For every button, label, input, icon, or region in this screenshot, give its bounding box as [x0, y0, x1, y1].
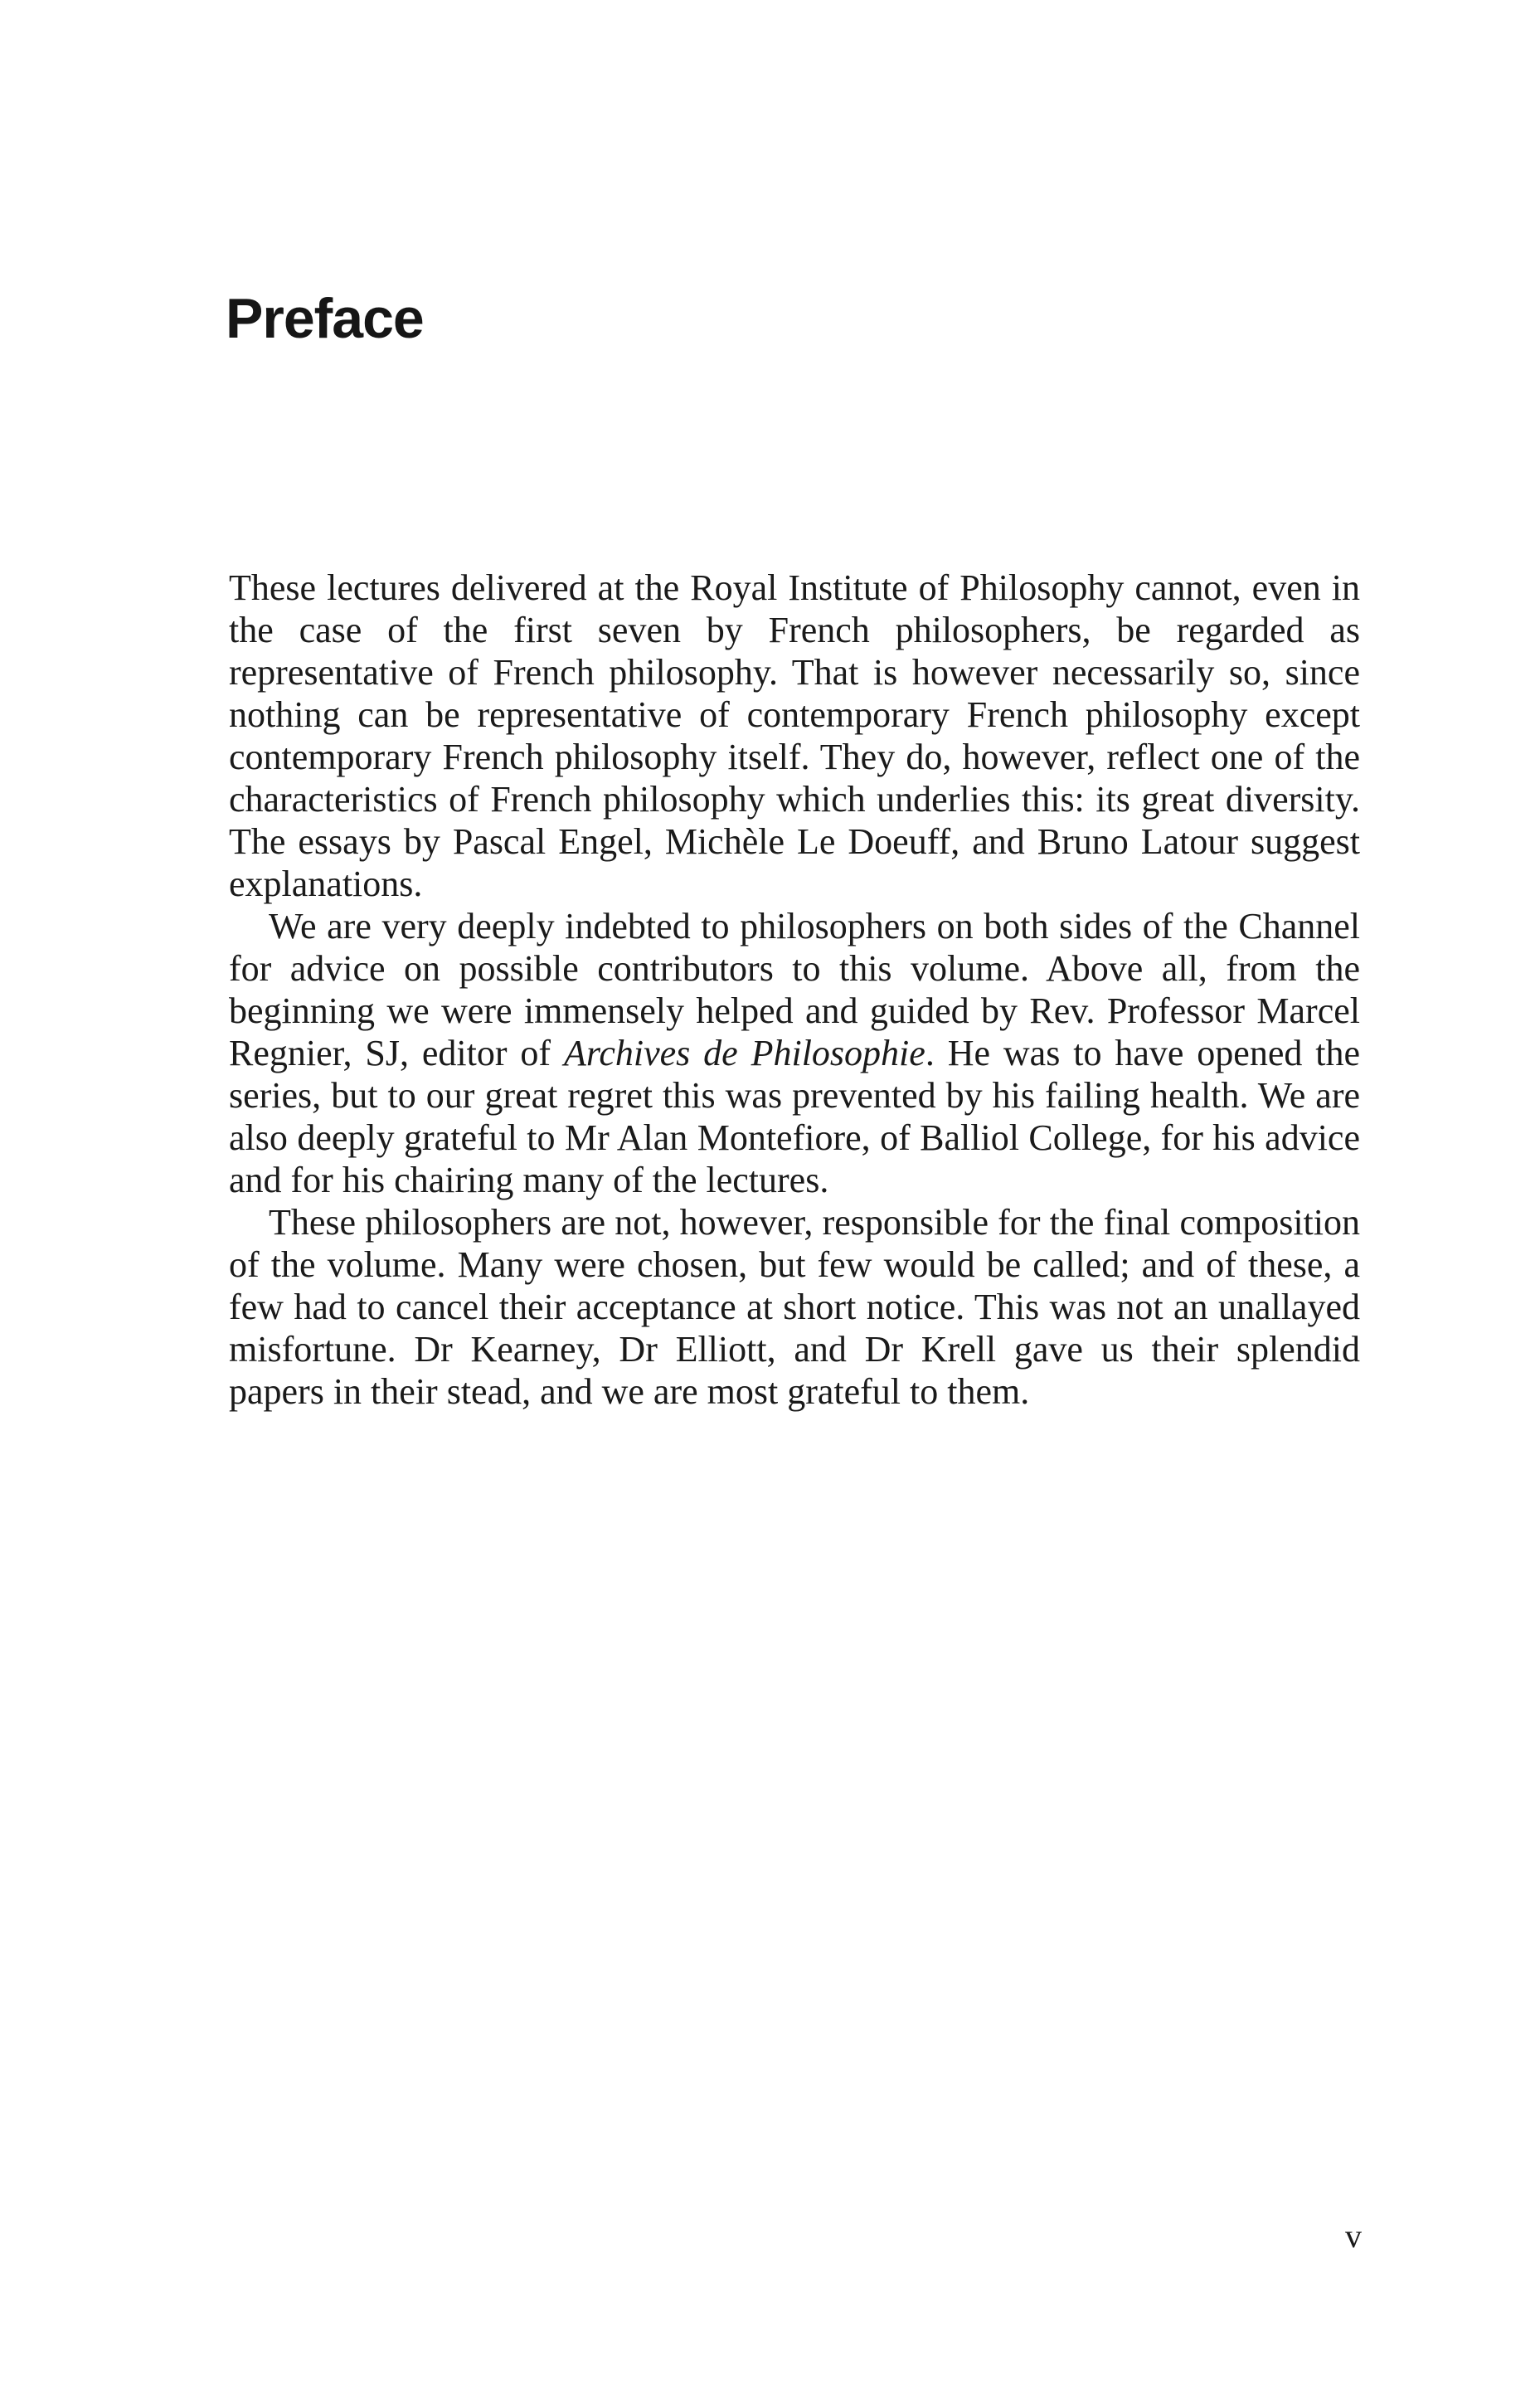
paragraph-2: [229, 905, 1360, 1201]
page-title: Preface: [226, 287, 424, 350]
paragraph-3: These philosophers are not, however, responsible for the final composition of the volume. Many were chosen, but few would be called; and of these, a few had to cancel their acceptance at short notice. This was not an unallayed misfortune. Dr Kearney, Dr Elliott, and Dr Krell gave us their splendid papers in their stead, and we are most grateful to them.: [229, 1202, 1360, 1412]
journal-title: Archives de Philosophie: [563, 1033, 925, 1073]
paragraph-2-text-end: . He was to have opened the series, but to our great regret this was prevented by his failing health. We are also deeply grateful to Mr Alan Montefiore, of Balliol College, for his advice and for his chairing many of the lectures.: [229, 1033, 1361, 1200]
preface-body: [229, 567, 1360, 1413]
page-number: v: [1345, 2217, 1362, 2255]
paragraph-1: These lectures delivered at the Royal Institute of Philosophy cannot, even in the case of the first seven by French philosophers, be regarded as representative of French philosophy. That is however necessarily so, since nothing can be representative of contemporary French philosophy except contemporary French philosophy itself. They do, however, reflect one of the characteristics of French philosophy which underlies this: its great diversity. The essays by Pascal Engel, Michèle Le Doeuff, and Bruno Latour suggest explanations.: [229, 567, 1360, 904]
paragraph-2-text-start: We are very deeply indebted to philosophers on both sides of the Channel for advice on possible contributors to this volume. Above all, from the beginning we were immensely helped and guided by Rev. Professor Marcel Regnier, SJ, editor of: [229, 906, 1360, 1073]
